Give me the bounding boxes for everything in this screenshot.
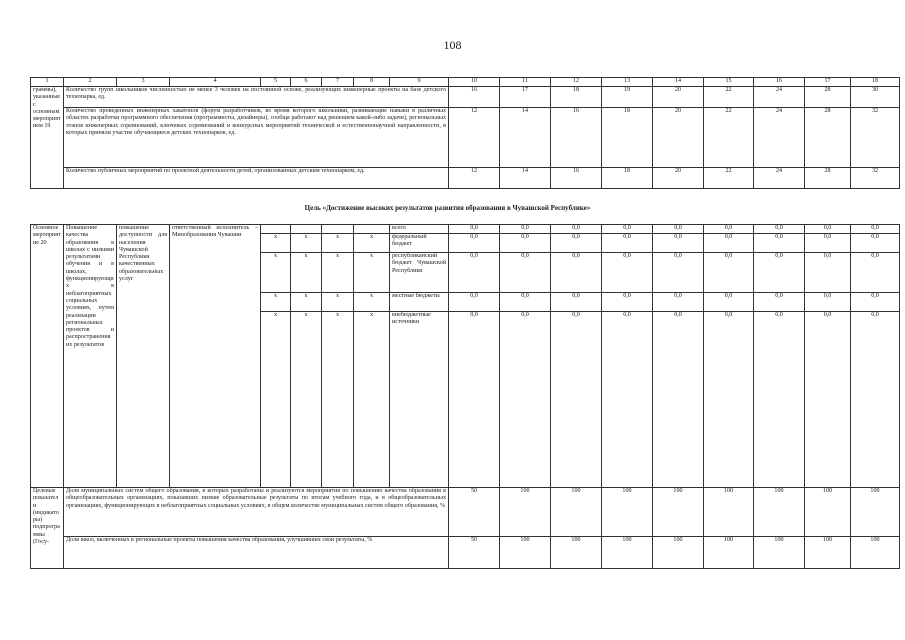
- column-number: 1: [31, 78, 64, 87]
- column-number: 7: [322, 78, 354, 87]
- empty-cell: [500, 352, 551, 488]
- funding-value: 0,0: [851, 253, 900, 293]
- x-mark: x: [261, 253, 291, 293]
- funding-value: 0,0: [449, 312, 500, 352]
- funding-row: [31, 225, 900, 234]
- empty-cell: [551, 352, 602, 488]
- column-number: 17: [805, 78, 851, 87]
- target-text: Доля школ, включенных в региональные проекты повышения качества образования, улучшивших свои результаты, %: [64, 537, 449, 569]
- indicator-text: Количество групп школьников численностью не менее 3 человек на постоянной основе, реализующих инженерные проекты на базе детского технопарка, ед.: [64, 87, 449, 108]
- target-value: 100: [704, 488, 754, 537]
- measure-executor-cell: ответственный исполнитель – Минобразования Чувашии: [170, 225, 261, 488]
- x-mark: x: [261, 312, 291, 352]
- funding-source-label: федеральный бюджет: [390, 234, 449, 253]
- code-cell: [322, 225, 354, 234]
- goal-title: Цель «Достижение высоких результатов развития образования в Чувашской Республике»: [304, 204, 591, 212]
- x-mark: x: [354, 253, 390, 293]
- code-cell: [291, 225, 322, 234]
- x-mark: x: [322, 312, 354, 352]
- code-cell: [261, 225, 291, 234]
- indicators-table: [30, 77, 900, 189]
- measure-table: [30, 224, 900, 569]
- column-number: 12: [551, 78, 602, 87]
- target-value: 100: [551, 537, 602, 569]
- target-value: 100: [805, 488, 851, 537]
- funding-value: 0,0: [704, 234, 754, 253]
- funding-value: 0,0: [653, 293, 704, 312]
- x-mark: x: [322, 253, 354, 293]
- indicator-value: 24: [754, 168, 805, 189]
- funding-value: 0,0: [805, 225, 851, 234]
- x-mark: x: [291, 234, 322, 253]
- column-number: 15: [704, 78, 754, 87]
- target-value: 100: [500, 537, 551, 569]
- empty-cell: [354, 352, 390, 488]
- empty-cell: [704, 352, 754, 488]
- target-value: 100: [754, 537, 805, 569]
- empty-cell: [322, 352, 354, 488]
- x-mark: x: [322, 234, 354, 253]
- indicator-value: 32: [851, 108, 900, 168]
- funding-value: 0,0: [500, 253, 551, 293]
- indicator-value: 24: [754, 108, 805, 168]
- funding-value: 0,0: [551, 253, 602, 293]
- indicator-text: Количество проведенных инженерных хакатонов (форум разработчиков, во время которого школьники, развивающие навыки в различных областях разработки программного обеспечения (программисты, дизайнеры), сообща работают над решением какой-либо задачи), региональных этапов инженерных соревнований, ключевых соревнований и конкурсных мероприятий технической и естественнонаучной направленности, в которых приняли участие обучающиеся детских технопарков, ед.: [64, 108, 449, 168]
- funding-value: 0,0: [653, 234, 704, 253]
- indicator-value: 18: [602, 108, 653, 168]
- column-number: 16: [754, 78, 805, 87]
- funding-value: 0,0: [449, 225, 500, 234]
- funding-value: 0,0: [851, 234, 900, 253]
- target-value: 100: [851, 488, 900, 537]
- indicator-value: 14: [500, 168, 551, 189]
- x-mark: x: [261, 293, 291, 312]
- empty-cell: [653, 352, 704, 488]
- funding-value: 0,0: [551, 293, 602, 312]
- column-number: 11: [500, 78, 551, 87]
- target-value: 100: [602, 488, 653, 537]
- empty-cell: [602, 352, 653, 488]
- funding-value: 0,0: [704, 293, 754, 312]
- target-value: 100: [551, 488, 602, 537]
- column-number: 10: [449, 78, 500, 87]
- x-mark: x: [322, 293, 354, 312]
- funding-value: 0,0: [500, 312, 551, 352]
- column-number: 8: [354, 78, 390, 87]
- funding-value: 0,0: [602, 234, 653, 253]
- indicator-text: Количество публичных мероприятий по проектной деятельности детей, организованных детским технопарком, ед.: [64, 168, 449, 189]
- target-value: 100: [754, 488, 805, 537]
- column-number: 6: [291, 78, 322, 87]
- funding-value: 0,0: [805, 234, 851, 253]
- funding-value: 0,0: [500, 234, 551, 253]
- indicator-value: 12: [449, 108, 500, 168]
- x-mark: x: [291, 253, 322, 293]
- funding-value: 0,0: [754, 253, 805, 293]
- funding-value: 0,0: [449, 253, 500, 293]
- indicator-row: [31, 87, 900, 108]
- funding-value: 0,0: [449, 293, 500, 312]
- indicator-value: 12: [449, 168, 500, 189]
- indicator-value: 18: [551, 87, 602, 108]
- measure-label-cell: Основное мероприятие 20: [31, 225, 64, 488]
- empty-cell: [805, 352, 851, 488]
- funding-value: 0,0: [805, 293, 851, 312]
- target-value: 50: [449, 537, 500, 569]
- measure-name-cell: Повышение качества образования в школах с низкими результатами обучения и в школах, функционирующих в неблагоприятных социальных условиях, путем реализации региональных проектов и распространения их результатов: [64, 225, 117, 488]
- funding-value: 0,0: [449, 234, 500, 253]
- target-value: 100: [602, 537, 653, 569]
- indicator-value: 32: [851, 168, 900, 189]
- funding-value: 0,0: [602, 225, 653, 234]
- funding-source-label: внебюджетные источники: [390, 312, 449, 352]
- target-value: 50: [449, 488, 500, 537]
- x-mark: x: [354, 234, 390, 253]
- indicator-value: 22: [704, 168, 754, 189]
- page-number: 108: [443, 38, 462, 52]
- funding-value: 0,0: [754, 293, 805, 312]
- indicator-value: 16: [449, 87, 500, 108]
- x-mark: x: [354, 312, 390, 352]
- indicator-value: 17: [500, 87, 551, 108]
- target-value: 100: [500, 488, 551, 537]
- column-number: 9: [390, 78, 449, 87]
- funding-value: 0,0: [805, 312, 851, 352]
- funding-value: 0,0: [704, 225, 754, 234]
- funding-value: 0,0: [805, 253, 851, 293]
- indicator-value: 22: [704, 87, 754, 108]
- measure-result-cell: повышение доступности для населения Чувашской Республики качественных образовательных услуг: [117, 225, 170, 488]
- funding-source-label: местные бюджеты: [390, 293, 449, 312]
- target-text: Доля муниципальных систем общего образования, в которых разработаны и реализуются мероприятия по повышению качества образования в общеобразовательных организациях, показавших низкие образовательные результаты по итогам учебного года, и в общеобразовательных организациях, функционирующих в неблагоприятных социальных условиях, в общем количестве муниципальных систем общего образования, %: [64, 488, 449, 537]
- column-number: 13: [602, 78, 653, 87]
- empty-cell: [449, 352, 500, 488]
- funding-value: 0,0: [500, 293, 551, 312]
- subprogram-label-cell: граммы), указанные с основным мероприятием 19: [31, 87, 64, 189]
- indicator-value: 20: [653, 108, 704, 168]
- empty-cell: [851, 352, 900, 488]
- x-mark: x: [291, 293, 322, 312]
- funding-value: 0,0: [851, 293, 900, 312]
- funding-value: 0,0: [653, 225, 704, 234]
- empty-cell: [390, 352, 449, 488]
- code-cell: [354, 225, 390, 234]
- indicator-value: 16: [551, 108, 602, 168]
- funding-value: 0,0: [851, 225, 900, 234]
- indicator-value: 28: [805, 108, 851, 168]
- funding-value: 0,0: [754, 312, 805, 352]
- column-number-row: [31, 78, 900, 87]
- target-value: 100: [704, 537, 754, 569]
- indicator-value: 20: [653, 87, 704, 108]
- funding-value: 0,0: [851, 312, 900, 352]
- target-row: [31, 537, 900, 569]
- target-value: 100: [653, 537, 704, 569]
- column-number: 4: [170, 78, 261, 87]
- indicator-value: 24: [754, 87, 805, 108]
- column-number: 3: [117, 78, 170, 87]
- target-row: [31, 488, 900, 537]
- empty-cell: [261, 352, 291, 488]
- funding-value: 0,0: [602, 312, 653, 352]
- funding-value: 0,0: [754, 225, 805, 234]
- funding-value: 0,0: [551, 234, 602, 253]
- funding-value: 0,0: [551, 225, 602, 234]
- column-number: 18: [851, 78, 900, 87]
- indicator-value: 16: [551, 168, 602, 189]
- funding-value: 0,0: [754, 234, 805, 253]
- empty-cell: [291, 352, 322, 488]
- target-value: 100: [851, 537, 900, 569]
- funding-value: 0,0: [602, 253, 653, 293]
- column-number: 2: [64, 78, 117, 87]
- target-value: 100: [805, 537, 851, 569]
- indicator-value: 22: [704, 108, 754, 168]
- indicator-value: 28: [805, 87, 851, 108]
- funding-value: 0,0: [551, 312, 602, 352]
- funding-value: 0,0: [653, 312, 704, 352]
- indicator-value: 28: [805, 168, 851, 189]
- x-mark: x: [354, 293, 390, 312]
- empty-cell: [754, 352, 805, 488]
- indicator-value: 19: [602, 87, 653, 108]
- x-mark: x: [261, 234, 291, 253]
- funding-value: 0,0: [704, 253, 754, 293]
- indicator-value: 30: [851, 87, 900, 108]
- funding-value: 0,0: [602, 293, 653, 312]
- funding-source-label: всего: [390, 225, 449, 234]
- funding-value: 0,0: [653, 253, 704, 293]
- indicator-row: [31, 108, 900, 168]
- indicator-value: 20: [653, 168, 704, 189]
- funding-value: 0,0: [500, 225, 551, 234]
- indicator-value: 14: [500, 108, 551, 168]
- column-number: 14: [653, 78, 704, 87]
- funding-value: 0,0: [704, 312, 754, 352]
- target-value: 100: [653, 488, 704, 537]
- indicator-row: [31, 168, 900, 189]
- targets-label-cell: Целевые показатели (индикаторы) подпрограммы (Госу-: [31, 488, 64, 569]
- column-number: 5: [261, 78, 291, 87]
- funding-source-label: республиканский бюджет Чувашской Республики: [390, 253, 449, 293]
- indicator-value: 18: [602, 168, 653, 189]
- x-mark: x: [291, 312, 322, 352]
